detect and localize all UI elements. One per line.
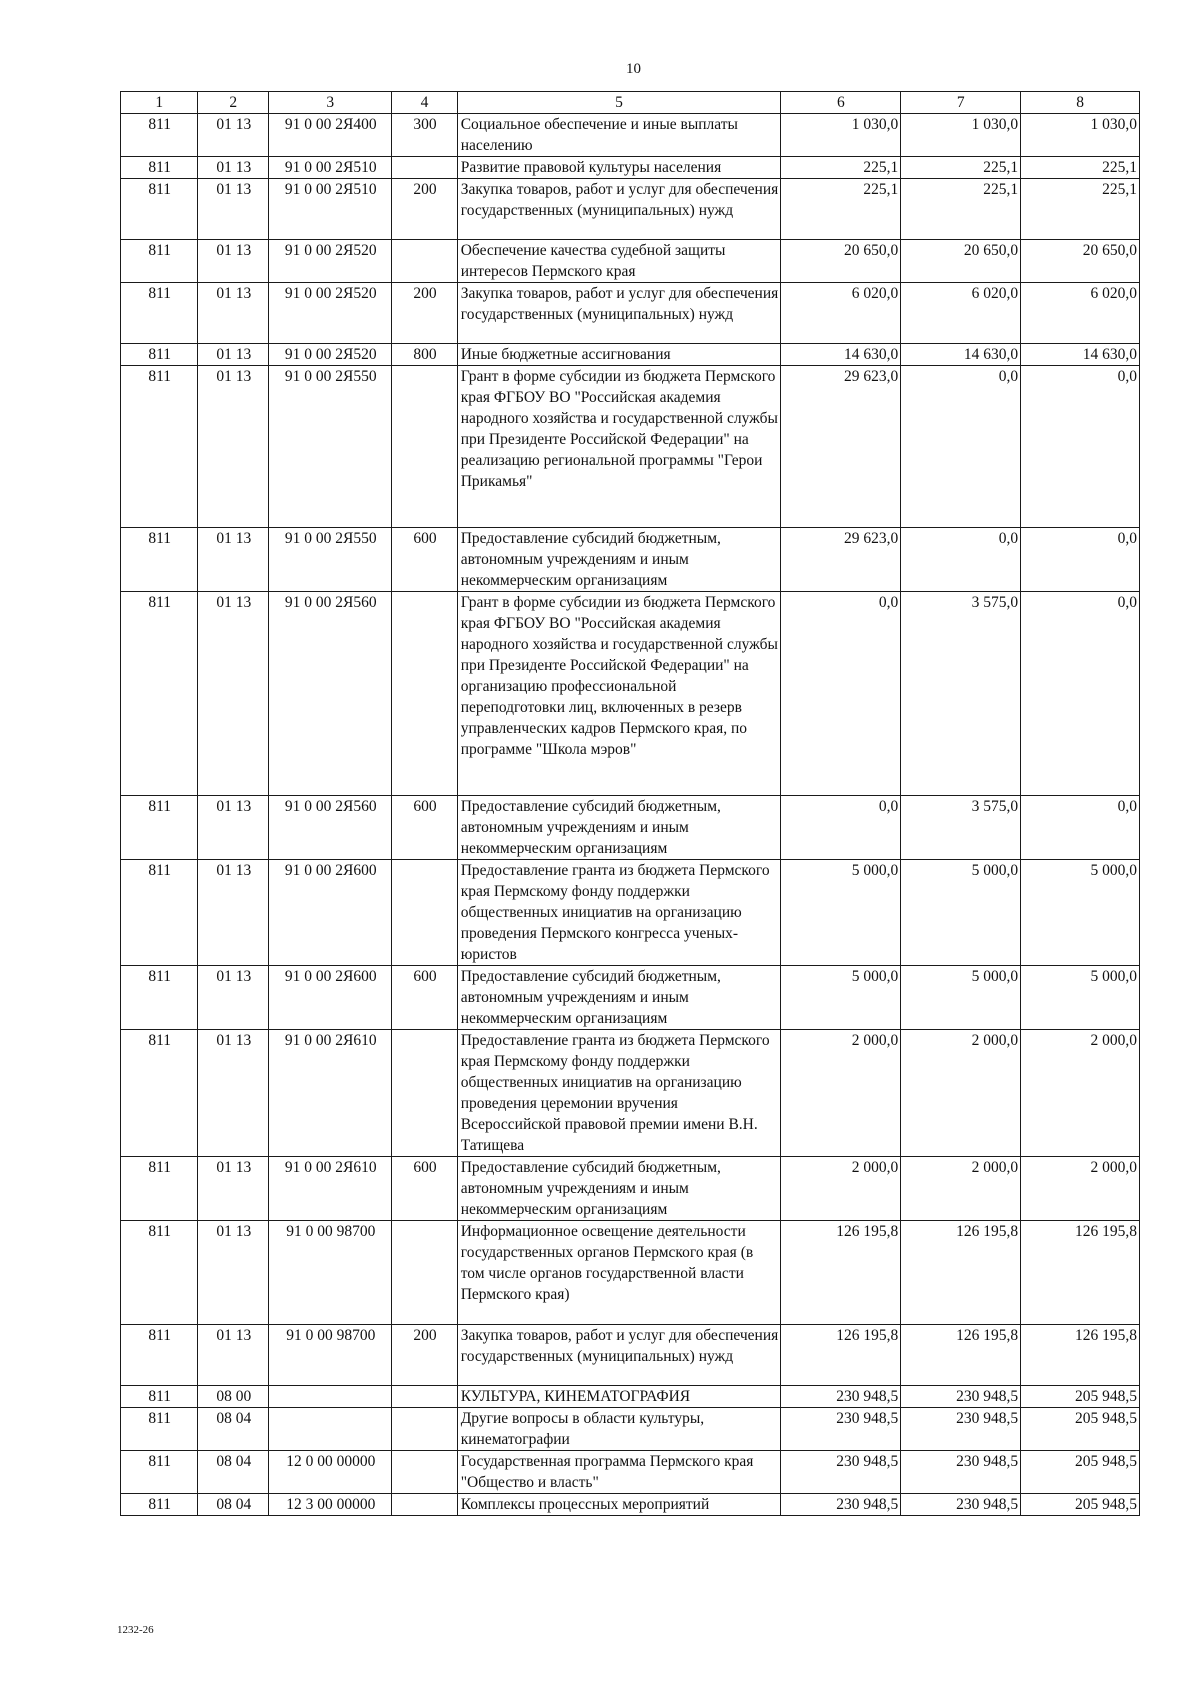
cell-amount-year-3: 20 650,0	[1021, 240, 1140, 283]
cell-expense-type	[392, 1386, 457, 1408]
budget-table	[120, 91, 1140, 1516]
cell-section-code: 01 13	[198, 366, 269, 528]
cell-section-code: 01 13	[198, 796, 269, 860]
cell-expense-type	[392, 1030, 457, 1157]
cell-item-name: Закупка товаров, работ и услуг для обеспечения государственных (муниципальных) нужд	[457, 1325, 781, 1386]
cell-amount-year-1: 230 948,5	[781, 1494, 901, 1516]
cell-expense-type	[392, 860, 457, 966]
cell-section-code: 08 04	[198, 1494, 269, 1516]
cell-section-code: 08 00	[198, 1386, 269, 1408]
cell-ministry-code: 811	[121, 283, 198, 344]
cell-amount-year-1: 2 000,0	[781, 1157, 901, 1221]
cell-section-code: 01 13	[198, 283, 269, 344]
table-row	[121, 283, 1140, 344]
table-row	[121, 592, 1140, 796]
column-header-1: 1	[121, 92, 198, 114]
cell-amount-year-2: 14 630,0	[901, 344, 1021, 366]
cell-section-code: 01 13	[198, 240, 269, 283]
cell-amount-year-2: 0,0	[901, 528, 1021, 592]
cell-amount-year-3: 14 630,0	[1021, 344, 1140, 366]
cell-section-code: 01 13	[198, 344, 269, 366]
cell-amount-year-1: 5 000,0	[781, 860, 901, 966]
cell-ministry-code: 811	[121, 114, 198, 157]
cell-amount-year-2: 6 020,0	[901, 283, 1021, 344]
cell-item-name: Комплексы процессных мероприятий	[457, 1494, 781, 1516]
cell-target-article	[269, 1386, 392, 1408]
cell-item-name: Грант в форме субсидии из бюджета Пермского края ФГБОУ ВО "Российская академия народного хозяйства и государственной службы при Президенте Российской Федерации" на организацию профессиональной переподготовки лиц, включенных в резерв управленческих кадров Пермского края, по программе "Школа мэров"	[457, 592, 781, 796]
cell-amount-year-3: 5 000,0	[1021, 966, 1140, 1030]
cell-amount-year-1: 225,1	[781, 179, 901, 240]
table-row	[121, 796, 1140, 860]
cell-section-code: 08 04	[198, 1408, 269, 1451]
cell-item-name: КУЛЬТУРА, КИНЕМАТОГРАФИЯ	[457, 1386, 781, 1408]
cell-target-article: 91 0 00 2Я550	[269, 366, 392, 528]
cell-ministry-code: 811	[121, 1386, 198, 1408]
cell-ministry-code: 811	[121, 344, 198, 366]
cell-ministry-code: 811	[121, 592, 198, 796]
cell-amount-year-3: 1 030,0	[1021, 114, 1140, 157]
cell-item-name: Иные бюджетные ассигнования	[457, 344, 781, 366]
cell-amount-year-2: 3 575,0	[901, 592, 1021, 796]
cell-ministry-code: 811	[121, 1221, 198, 1325]
cell-target-article: 12 3 00 00000	[269, 1494, 392, 1516]
cell-ministry-code: 811	[121, 179, 198, 240]
cell-ministry-code: 811	[121, 528, 198, 592]
cell-item-name: Закупка товаров, работ и услуг для обеспечения государственных (муниципальных) нужд	[457, 283, 781, 344]
table-row	[121, 1325, 1140, 1386]
cell-amount-year-3: 225,1	[1021, 157, 1140, 179]
cell-amount-year-2: 230 948,5	[901, 1494, 1021, 1516]
cell-section-code: 01 13	[198, 528, 269, 592]
table-row	[121, 1157, 1140, 1221]
table-row	[121, 366, 1140, 528]
cell-amount-year-2: 2 000,0	[901, 1157, 1021, 1221]
cell-item-name: Государственная программа Пермского края "Общество и власть"	[457, 1451, 781, 1494]
column-header-3: 3	[269, 92, 392, 114]
column-header-7: 7	[901, 92, 1021, 114]
cell-amount-year-2: 1 030,0	[901, 114, 1021, 157]
cell-amount-year-1: 230 948,5	[781, 1386, 901, 1408]
cell-amount-year-3: 0,0	[1021, 592, 1140, 796]
column-header-8: 8	[1021, 92, 1140, 114]
cell-amount-year-1: 0,0	[781, 592, 901, 796]
cell-ministry-code: 811	[121, 966, 198, 1030]
cell-section-code: 01 13	[198, 179, 269, 240]
cell-amount-year-1: 126 195,8	[781, 1221, 901, 1325]
cell-target-article: 91 0 00 2Я400	[269, 114, 392, 157]
cell-target-article: 91 0 00 2Я520	[269, 283, 392, 344]
cell-amount-year-1: 14 630,0	[781, 344, 901, 366]
cell-amount-year-1: 20 650,0	[781, 240, 901, 283]
cell-section-code: 01 13	[198, 157, 269, 179]
table-row	[121, 528, 1140, 592]
cell-target-article: 91 0 00 2Я610	[269, 1030, 392, 1157]
cell-amount-year-3: 0,0	[1021, 366, 1140, 528]
table-row	[121, 1451, 1140, 1494]
column-header-4: 4	[392, 92, 457, 114]
cell-item-name: Закупка товаров, работ и услуг для обеспечения государственных (муниципальных) нужд	[457, 179, 781, 240]
cell-amount-year-1: 5 000,0	[781, 966, 901, 1030]
cell-amount-year-1: 230 948,5	[781, 1408, 901, 1451]
cell-amount-year-1: 29 623,0	[781, 528, 901, 592]
column-header-6: 6	[781, 92, 901, 114]
cell-amount-year-3: 205 948,5	[1021, 1494, 1140, 1516]
cell-target-article: 91 0 00 2Я560	[269, 796, 392, 860]
cell-amount-year-1: 2 000,0	[781, 1030, 901, 1157]
cell-target-article: 91 0 00 98700	[269, 1221, 392, 1325]
cell-item-name: Обеспечение качества судебной защиты интересов Пермского края	[457, 240, 781, 283]
cell-ministry-code: 811	[121, 157, 198, 179]
cell-target-article: 91 0 00 2Я560	[269, 592, 392, 796]
table-row	[121, 157, 1140, 179]
cell-target-article: 91 0 00 2Я520	[269, 344, 392, 366]
document-footer-code: 1232-26	[117, 1624, 154, 1636]
table-row	[121, 1494, 1140, 1516]
cell-amount-year-2: 5 000,0	[901, 860, 1021, 966]
cell-expense-type	[392, 366, 457, 528]
cell-section-code: 01 13	[198, 592, 269, 796]
cell-expense-type: 600	[392, 966, 457, 1030]
cell-expense-type: 600	[392, 1157, 457, 1221]
cell-ministry-code: 811	[121, 796, 198, 860]
cell-ministry-code: 811	[121, 1408, 198, 1451]
cell-ministry-code: 811	[121, 1451, 198, 1494]
cell-ministry-code: 811	[121, 366, 198, 528]
cell-amount-year-1: 6 020,0	[781, 283, 901, 344]
table-header-row	[121, 92, 1140, 114]
cell-expense-type: 200	[392, 283, 457, 344]
cell-section-code: 01 13	[198, 1157, 269, 1221]
cell-amount-year-2: 2 000,0	[901, 1030, 1021, 1157]
cell-item-name: Предоставление субсидий бюджетным, автономным учреждениям и иным некоммерческим организациям	[457, 528, 781, 592]
cell-target-article	[269, 1408, 392, 1451]
cell-target-article: 91 0 00 2Я610	[269, 1157, 392, 1221]
cell-amount-year-2: 20 650,0	[901, 240, 1021, 283]
cell-expense-type: 600	[392, 796, 457, 860]
cell-section-code: 08 04	[198, 1451, 269, 1494]
table-row	[121, 179, 1140, 240]
cell-expense-type	[392, 240, 457, 283]
cell-ministry-code: 811	[121, 240, 198, 283]
cell-item-name: Предоставление субсидий бюджетным, автономным учреждениям и иным некоммерческим организациям	[457, 966, 781, 1030]
cell-amount-year-1: 1 030,0	[781, 114, 901, 157]
cell-expense-type	[392, 1451, 457, 1494]
cell-amount-year-3: 6 020,0	[1021, 283, 1140, 344]
cell-section-code: 01 13	[198, 860, 269, 966]
cell-section-code: 01 13	[198, 1325, 269, 1386]
cell-amount-year-2: 126 195,8	[901, 1325, 1021, 1386]
cell-amount-year-3: 2 000,0	[1021, 1030, 1140, 1157]
cell-amount-year-3: 205 948,5	[1021, 1408, 1140, 1451]
cell-ministry-code: 811	[121, 1494, 198, 1516]
table-row	[121, 1386, 1140, 1408]
page-number: 10	[626, 61, 641, 77]
cell-target-article: 91 0 00 2Я510	[269, 179, 392, 240]
table-row	[121, 1030, 1140, 1157]
cell-expense-type	[392, 1494, 457, 1516]
cell-expense-type: 200	[392, 179, 457, 240]
cell-amount-year-2: 0,0	[901, 366, 1021, 528]
cell-expense-type: 200	[392, 1325, 457, 1386]
cell-ministry-code: 811	[121, 860, 198, 966]
cell-target-article: 91 0 00 2Я520	[269, 240, 392, 283]
cell-ministry-code: 811	[121, 1157, 198, 1221]
cell-ministry-code: 811	[121, 1030, 198, 1157]
cell-amount-year-3: 0,0	[1021, 528, 1140, 592]
cell-amount-year-2: 230 948,5	[901, 1386, 1021, 1408]
cell-target-article: 12 0 00 00000	[269, 1451, 392, 1494]
cell-amount-year-3: 205 948,5	[1021, 1451, 1140, 1494]
cell-amount-year-2: 230 948,5	[901, 1408, 1021, 1451]
cell-amount-year-1: 29 623,0	[781, 366, 901, 528]
cell-expense-type	[392, 1221, 457, 1325]
cell-expense-type: 800	[392, 344, 457, 366]
table-row	[121, 860, 1140, 966]
table-row	[121, 1408, 1140, 1451]
cell-item-name: Социальное обеспечение и иные выплаты населению	[457, 114, 781, 157]
cell-target-article: 91 0 00 2Я510	[269, 157, 392, 179]
cell-item-name: Информационное освещение деятельности государственных органов Пермского края (в том числе органов государственной власти Пермского края)	[457, 1221, 781, 1325]
cell-amount-year-3: 225,1	[1021, 179, 1140, 240]
cell-amount-year-2: 5 000,0	[901, 966, 1021, 1030]
cell-amount-year-2: 225,1	[901, 179, 1021, 240]
cell-expense-type	[392, 157, 457, 179]
cell-amount-year-2: 230 948,5	[901, 1451, 1021, 1494]
cell-amount-year-3: 5 000,0	[1021, 860, 1140, 966]
table-row	[121, 344, 1140, 366]
cell-section-code: 01 13	[198, 966, 269, 1030]
cell-amount-year-3: 205 948,5	[1021, 1386, 1140, 1408]
cell-item-name: Другие вопросы в области культуры, кинематографии	[457, 1408, 781, 1451]
cell-amount-year-3: 126 195,8	[1021, 1221, 1140, 1325]
cell-amount-year-3: 0,0	[1021, 796, 1140, 860]
cell-item-name: Предоставление гранта из бюджета Пермского края Пермскому фонду поддержки общественных инициатив на организацию проведения церемонии вручения Всероссийской правовой премии имени В.Н. Татищева	[457, 1030, 781, 1157]
column-header-2: 2	[198, 92, 269, 114]
cell-amount-year-1: 230 948,5	[781, 1451, 901, 1494]
cell-section-code: 01 13	[198, 1221, 269, 1325]
cell-amount-year-1: 225,1	[781, 157, 901, 179]
cell-amount-year-2: 126 195,8	[901, 1221, 1021, 1325]
cell-expense-type: 600	[392, 528, 457, 592]
cell-item-name: Развитие правовой культуры населения	[457, 157, 781, 179]
cell-target-article: 91 0 00 2Я550	[269, 528, 392, 592]
cell-amount-year-3: 2 000,0	[1021, 1157, 1140, 1221]
cell-expense-type	[392, 1408, 457, 1451]
cell-item-name: Предоставление субсидий бюджетным, автономным учреждениям и иным некоммерческим организациям	[457, 1157, 781, 1221]
cell-ministry-code: 811	[121, 1325, 198, 1386]
cell-item-name: Грант в форме субсидии из бюджета Пермского края ФГБОУ ВО "Российская академия народного хозяйства и государственной службы при Президенте Российской Федерации" на реализацию региональной программы "Герои Прикамья"	[457, 366, 781, 528]
table-row	[121, 966, 1140, 1030]
cell-amount-year-2: 3 575,0	[901, 796, 1021, 860]
cell-target-article: 91 0 00 2Я600	[269, 966, 392, 1030]
cell-target-article: 91 0 00 2Я600	[269, 860, 392, 966]
cell-expense-type: 300	[392, 114, 457, 157]
cell-item-name: Предоставление субсидий бюджетным, автономным учреждениям и иным некоммерческим организациям	[457, 796, 781, 860]
cell-expense-type	[392, 592, 457, 796]
cell-amount-year-1: 126 195,8	[781, 1325, 901, 1386]
table-row	[121, 114, 1140, 157]
column-header-5: 5	[457, 92, 781, 114]
table-row	[121, 240, 1140, 283]
cell-amount-year-1: 0,0	[781, 796, 901, 860]
cell-item-name: Предоставление гранта из бюджета Пермского края Пермскому фонду поддержки общественных инициатив на организацию проведения Пермского конгресса ученых-юристов	[457, 860, 781, 966]
cell-amount-year-2: 225,1	[901, 157, 1021, 179]
cell-amount-year-3: 126 195,8	[1021, 1325, 1140, 1386]
table-row	[121, 1221, 1140, 1325]
cell-section-code: 01 13	[198, 1030, 269, 1157]
cell-section-code: 01 13	[198, 114, 269, 157]
cell-target-article: 91 0 00 98700	[269, 1325, 392, 1386]
